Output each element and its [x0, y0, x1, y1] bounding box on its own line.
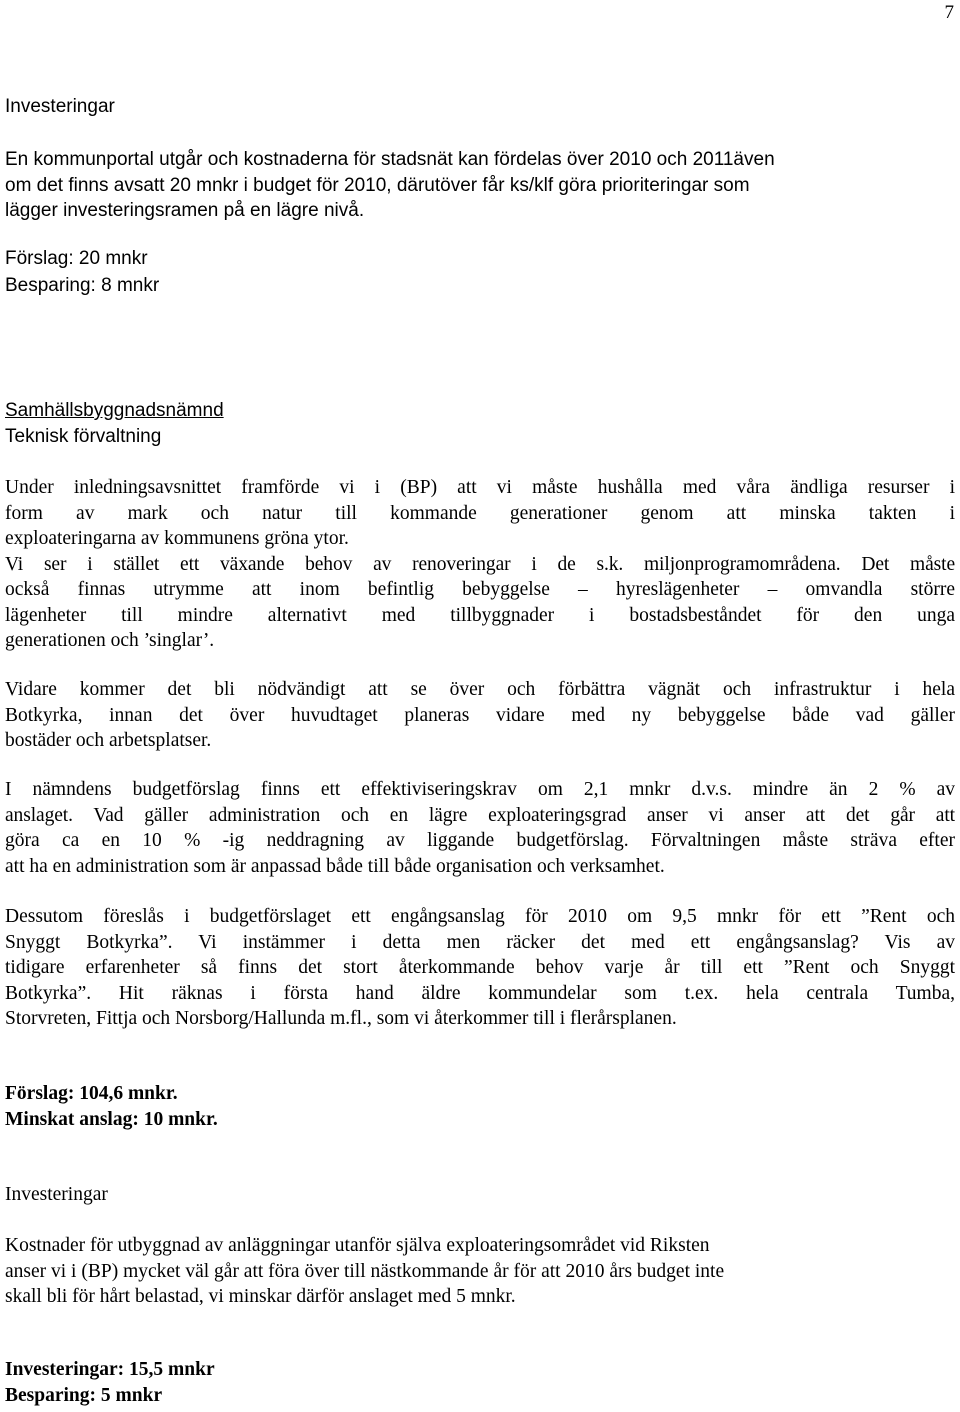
section2-proposal: Förslag: 104,6 mnkr.	[5, 1083, 178, 1104]
section1-line-1: En kommunportal utgår och kostnaderna för stadsnät kan fördelas över 2010 och 2011även	[5, 149, 775, 170]
administration-title: Teknisk förvaltning	[5, 426, 162, 447]
section1-line-3: lägger investeringsramen på en lägre nivå.	[5, 200, 365, 221]
section2-reduced: Minskat anslag: 10 mnkr.	[5, 1109, 218, 1130]
section3-line-3: skall bli för hårt belastad, vi minskar därför anslaget med 5 mnkr.	[5, 1286, 516, 1307]
p4-line-3: tidigare erfarenheter så finns det stort återkommande behov varje år till ett ”Rent och Snyggt	[5, 957, 955, 978]
p4-line-2: Snyggt Botkyrka”. Vi instämmer i detta men räcker det med ett engångsanslag? Vis av	[5, 931, 955, 953]
p1-line-2: form av mark och natur till kommande generationer genom att minska takten i	[5, 502, 955, 524]
section2-paragraph-4	[5, 904, 955, 1032]
section1-paragraph	[5, 147, 955, 224]
p4-line-4: Botkyrka”. Hit räknas i första hand äldre kommundelar som t.ex. hela centrala Tumba,	[5, 982, 955, 1004]
p4-line-1: Dessutom föreslås i budgetförslaget ett engångsanslag för 2010 om 9,5 mnkr för ett ”Rent och	[5, 906, 955, 927]
committee-title: Samhällsbyggnadsnämnd	[5, 400, 224, 421]
section3-paragraph	[5, 1233, 955, 1310]
section1-saving: Besparing: 8 mnkr	[5, 275, 160, 296]
p2-line-2: Botkyrka, innan det över huvudtaget planeras vidare med ny bebyggelse både vad gäller	[5, 704, 955, 726]
p3-line-1: I nämndens budgetförslag finns ett effektiviseringskrav om 2,1 mnkr d.v.s. mindre än 2 % av	[5, 779, 955, 800]
p3-line-4: att ha en administration som är anpassad både till både organisation och verksamhet.	[5, 855, 665, 877]
p1-line-1: Under inledningsavsnittet framförde vi i (BP) att vi måste hushålla med våra ändliga resurser i	[5, 477, 955, 498]
section2-paragraph-3	[5, 777, 955, 879]
section3-line-1: Kostnader för utbyggnad av anläggningar utanför själva exploateringsområdet vid Riksten	[5, 1235, 710, 1256]
p1-line-4: Vi ser i stället ett växande behov av renoveringar i de s.k. miljonprogramområdena. Det måste	[5, 553, 955, 575]
section3-saving: Besparing: 5 mnkr	[5, 1385, 163, 1406]
p1-line-3: exploateringarna av kommunens gröna ytor.	[5, 528, 349, 549]
section3-investments: Investeringar: 15,5 mnkr	[5, 1359, 215, 1380]
section3-line-2: anser vi i (BP) mycket väl går att föra över till nästkommande år för att 2010 års budget inte	[5, 1260, 725, 1282]
section1-heading: Investeringar	[5, 96, 115, 117]
p4-line-5: Storvreten, Fittja och Norsborg/Hallunda m.fl., som vi återkommer till i flerårsplanen.	[5, 1008, 677, 1029]
section1-line-2: om det finns avsatt 20 mnkr i budget för 2010, därutöver får ks/klf göra prioriteringar som	[5, 174, 750, 196]
section2-paragraph-2	[5, 677, 955, 754]
p1-line-6: lägenheter till mindre alternativt med tillbyggnader i bostadsbeståndet för den unga	[5, 604, 955, 626]
p1-line-5: också finnas utrymme att inom befintlig bebyggelse – hyreslägenheter – omvandla större	[5, 579, 955, 600]
p1-line-7: generationen och ’singlar’.	[5, 630, 215, 651]
section1-proposal: Förslag: 20 mnkr	[5, 248, 148, 269]
section3-heading: Investeringar	[5, 1184, 108, 1205]
p3-line-2: anslaget. Vad gäller administration och en lägre exploateringsgrad anser vi anser att det går att	[5, 804, 955, 826]
section2-paragraph-1	[5, 475, 955, 654]
p2-line-1: Vidare kommer det bli nödvändigt att se över och förbättra vägnät och infrastruktur i hela	[5, 679, 955, 700]
p2-line-3: bostäder och arbetsplatser.	[5, 730, 212, 751]
page-number: 7	[944, 2, 954, 23]
p3-line-3: göra ca en 10 % -ig neddragning av liggande budgetförslag. Förvaltningen måste sträva efter	[5, 830, 955, 851]
